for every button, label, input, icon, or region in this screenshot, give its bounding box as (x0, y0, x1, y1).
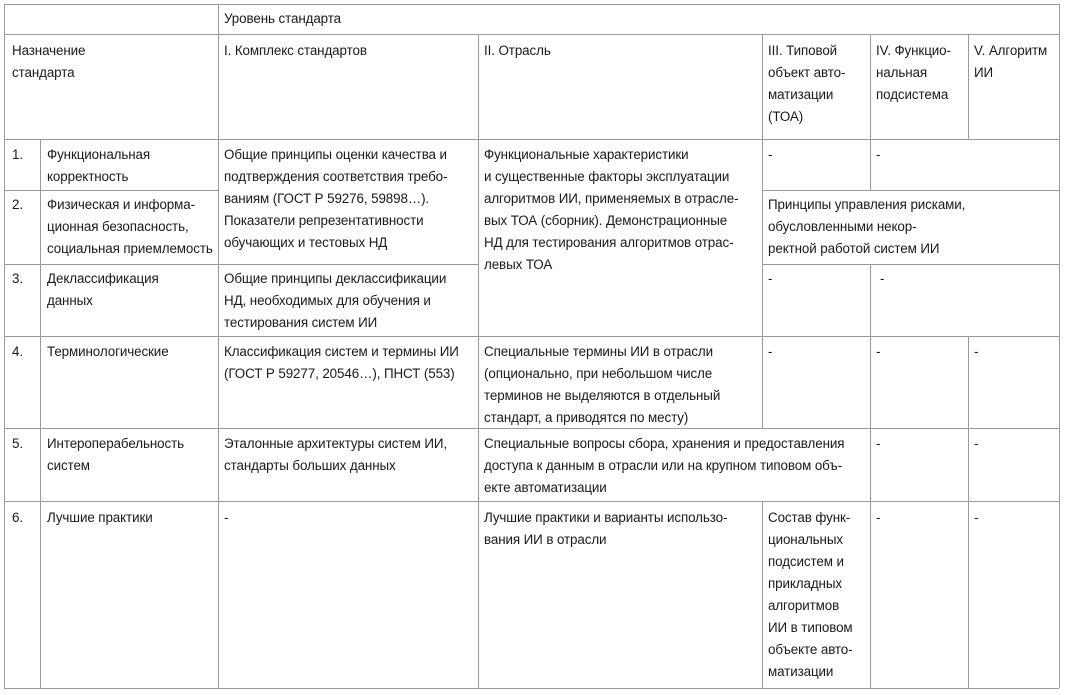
row-1-purpose: Функциональная корректность (47, 147, 151, 184)
rule-row3 (4, 336, 1059, 337)
row-3-toa: - (768, 271, 773, 286)
row-5-purpose: Интероперабельность систем (47, 436, 184, 473)
row-5-industry: Специальные вопросы сбора, хранения и предоставления доступа к данным в отрасли или на крупном типовом объ- екте автоматизации (484, 436, 845, 495)
merged-complex-quality: Общие принципы оценки качества и подтверждения соответствия требо- ваниям (ГОСТ Р 59276, 59898…). Показатели репрезентативности обучающих и тестовых НД (224, 147, 448, 250)
row-6-toa: Состав функ- циональных подсистем и прикладных алгоритмов ИИ в типовом объекте авто- матизации (768, 510, 853, 679)
row-4-complex: Классификация систем и термины ИИ (ГОСТ Р 59277, 20546…), ПНСТ (553) (224, 344, 459, 381)
rule-row1-left (4, 190, 218, 191)
row-4-number: 4. (12, 344, 23, 359)
rule-row2-left (4, 264, 478, 265)
column-header-toa: III. Типовой объект авто- матизации (ТОА) (768, 43, 846, 124)
rule-col4-bottom (968, 336, 969, 688)
row-3-subsystem: - (880, 271, 885, 286)
rule-top (4, 4, 1059, 5)
rule-num (40, 139, 41, 688)
rule-col3-bottom (870, 264, 871, 688)
row-5-number: 5. (12, 436, 23, 451)
rule-left (4, 4, 5, 688)
rule-under-headers (4, 139, 1059, 140)
row-3-complex: Общие принципы деклассификации НД, необходимых для обучения и тестирования систем ИИ (224, 271, 447, 330)
rule-row5 (4, 501, 1059, 502)
row-6-subsystem: - (876, 510, 881, 525)
row-4-subsystem: - (876, 344, 881, 359)
row-1-toa: - (768, 147, 773, 162)
row-5-complex: Эталонные архитектуры систем ИИ, стандарты больших данных (224, 436, 448, 473)
rule-row2-right (762, 264, 1059, 265)
rule-col4-top (968, 34, 969, 139)
column-header-subsystem: IV. Функцио- нальная подсистема (876, 43, 951, 102)
row-4-algorithm: - (974, 344, 979, 359)
row-1-subsystem: - (876, 147, 881, 162)
row-4-purpose: Терминологические (47, 344, 169, 359)
rule-row1-right (762, 190, 1059, 191)
row-5-subsystem: - (876, 436, 881, 451)
column-header-complex: I. Комплекс стандартов (224, 43, 367, 58)
level-header: Уровень стандарта (224, 11, 341, 26)
rule-under-level (4, 34, 1059, 35)
rule-col1 (478, 34, 479, 688)
row-6-algorithm: - (974, 510, 979, 525)
column-header-algorithm: V. Алгоритм ИИ (974, 43, 1048, 80)
row-3-purpose: Деклассификация данных (47, 271, 159, 308)
rule-col2-top (762, 34, 763, 428)
row-3-number: 3. (12, 271, 23, 286)
row-2-number: 2. (12, 197, 23, 212)
row-2-purpose: Физическая и информа- ционная безопасность, социальная приемлемость (47, 197, 213, 256)
column-header-industry: II. Отрасль (484, 43, 551, 58)
rule-col2-bottom (762, 501, 763, 688)
row-6-number: 6. (12, 510, 23, 525)
row-5-algorithm: - (974, 436, 979, 451)
row-4-industry: Специальные термины ИИ в отрасли (опционально, при небольшом числе терминов не выделяются в отдельный стандарт, а приводятся по месту) (484, 344, 721, 425)
row-6-complex: - (224, 510, 229, 525)
merged-risk-principles: Принципы управления рисками, обусловленными некор- ректной работой систем ИИ (768, 197, 966, 256)
row-1-number: 1. (12, 147, 23, 162)
row-4-toa: - (768, 344, 773, 359)
merged-industry-functional: Функциональные характеристики и существенные факторы эксплуатации алгоритмов ИИ, применяемых в отрасле- вых ТОА (сборник). Демонстрационные НД для тестирования алгоритмов отрас- левых ТОА (484, 147, 739, 272)
rule-purpose (218, 4, 219, 688)
rule-bottom (4, 688, 1059, 689)
rule-right (1059, 4, 1060, 688)
rule-col3-top (870, 34, 871, 190)
row-6-purpose: Лучшие практики (47, 510, 153, 525)
purpose-header: Назначение стандарта (12, 43, 86, 80)
row-6-industry: Лучшие практики и варианты использо- вания ИИ в отрасли (484, 510, 728, 547)
